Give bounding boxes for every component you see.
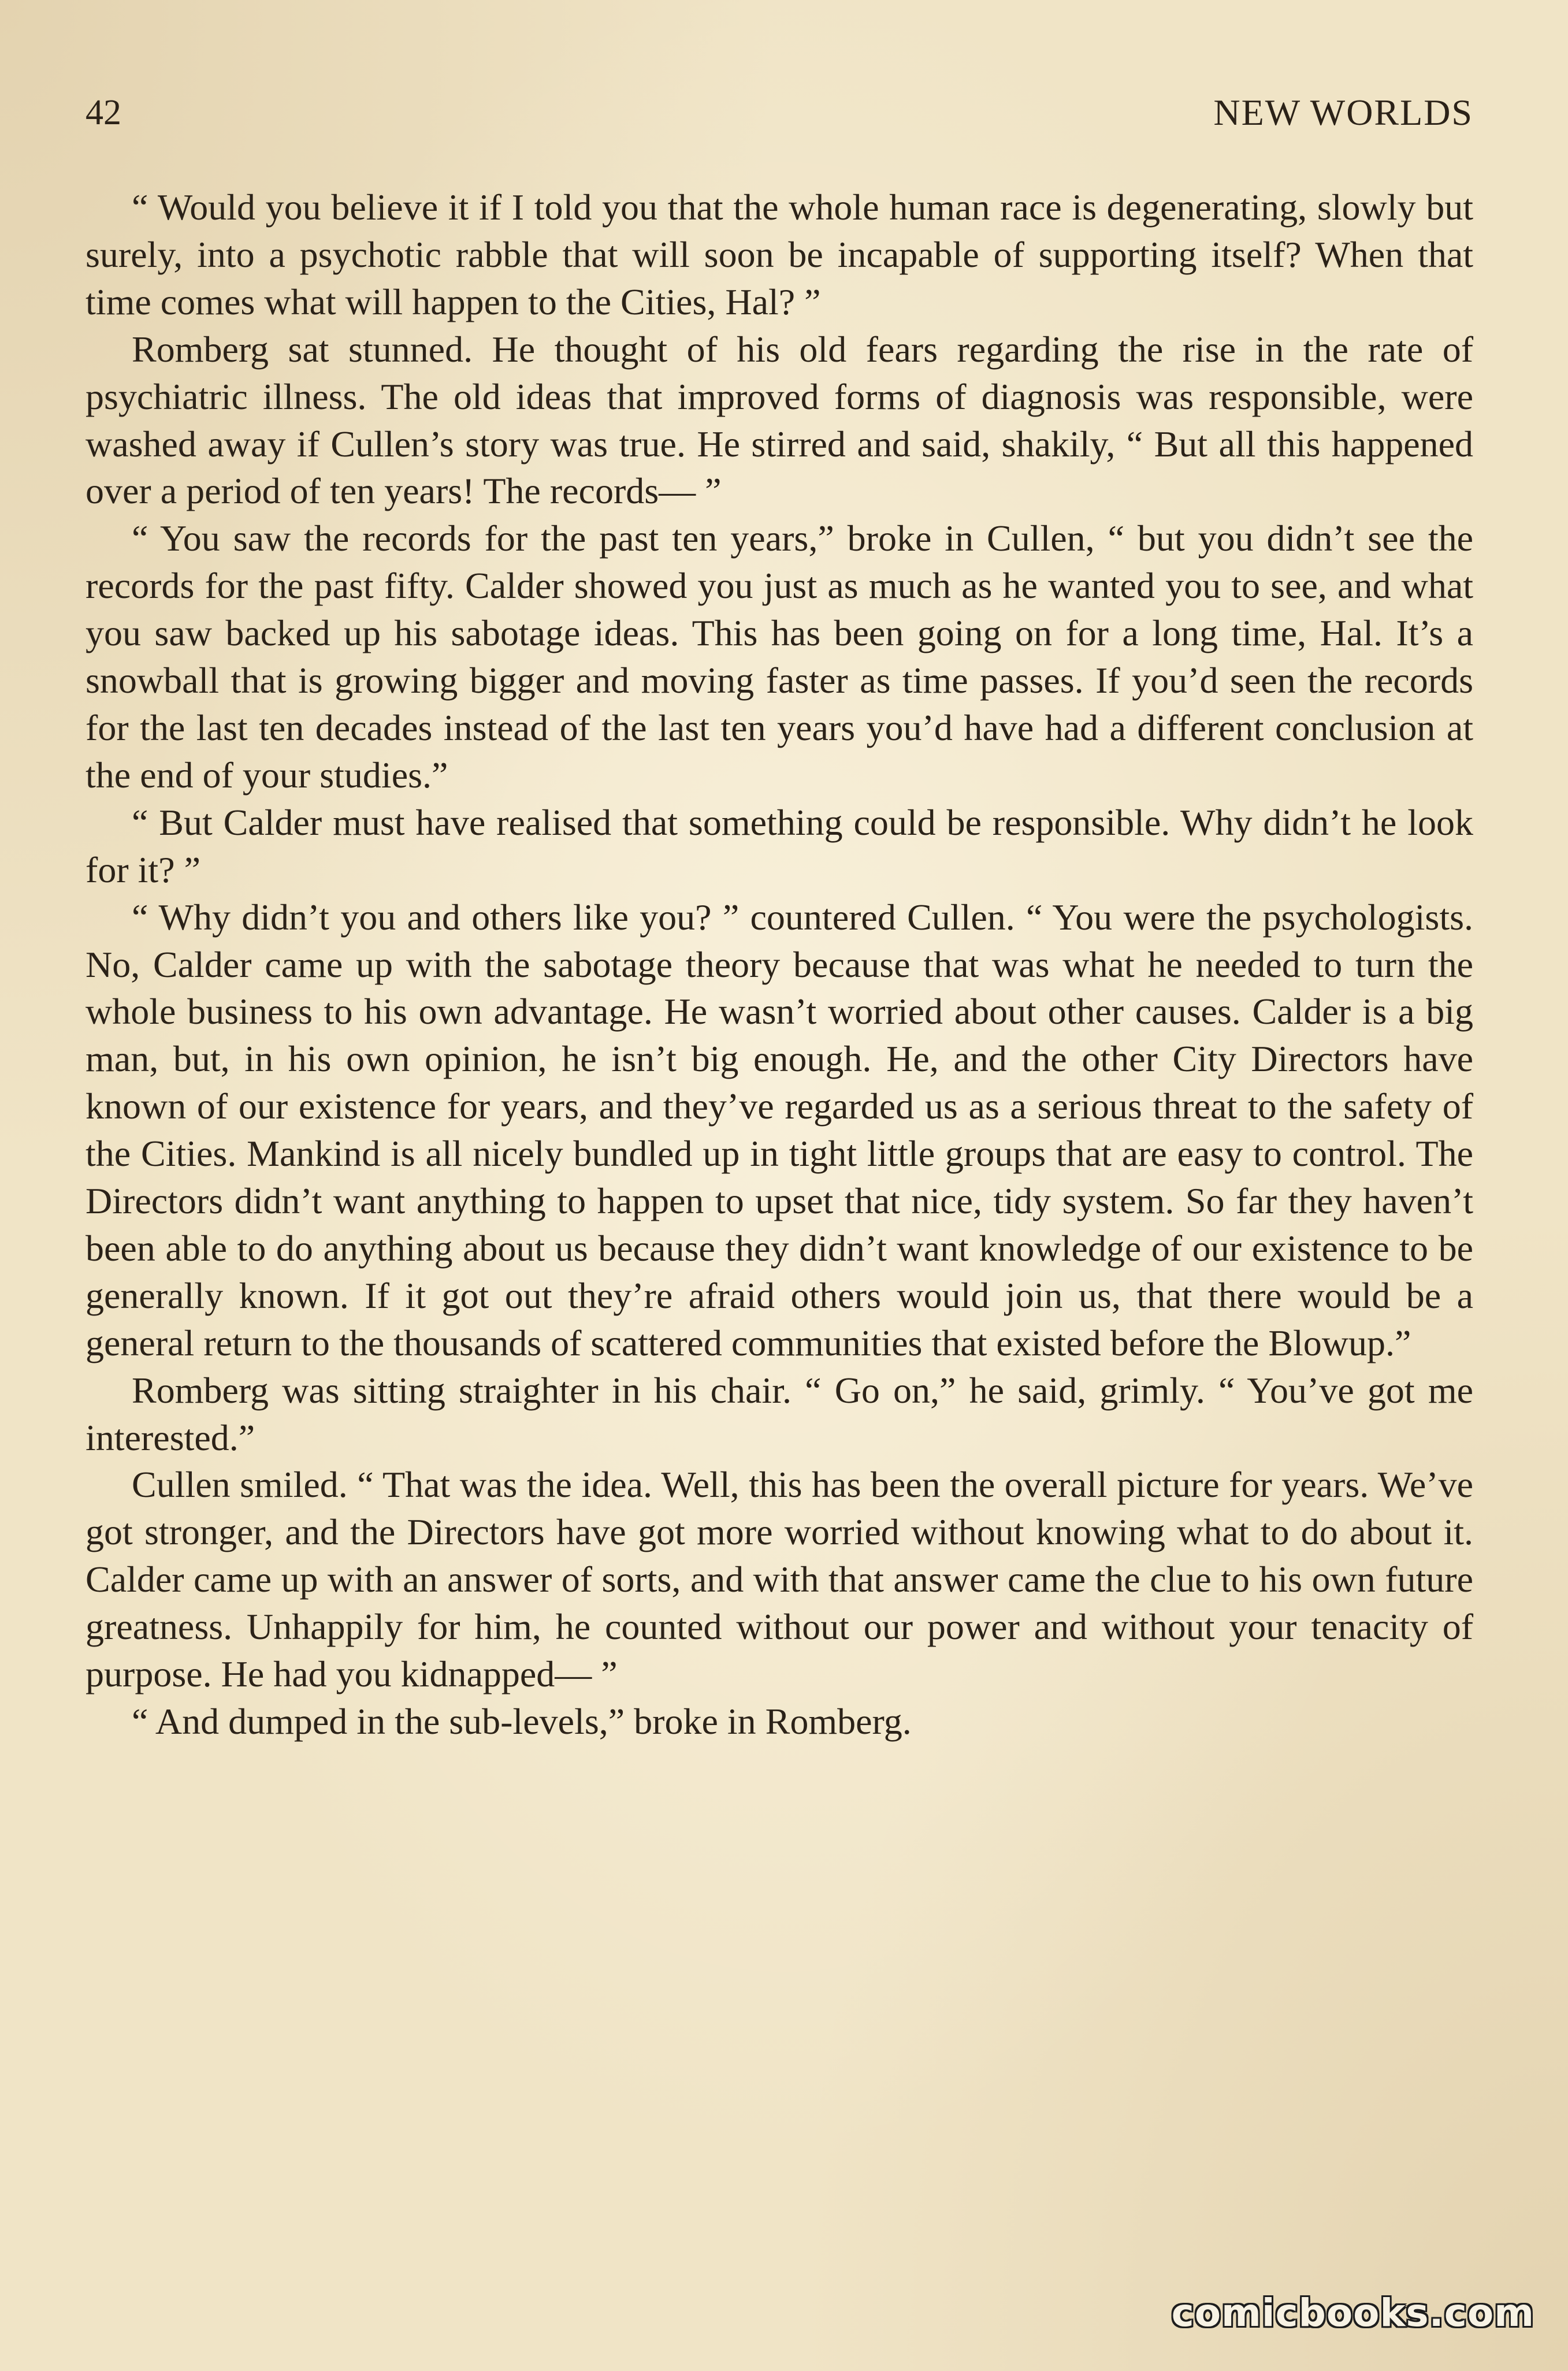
body-text [86, 184, 1473, 1745]
paragraph: “ Would you believe it if I told you that the whole human race is degenerating, slowly but surely, into a psychotic rabble that will soon be incapable of supporting itself? When that time comes what will happen to the Cities, Hal? ” [86, 187, 1473, 322]
paragraph: “ But Calder must have realised that something could be responsible. Why didn’t he look for it? ” [86, 801, 1473, 890]
page-number: 42 [86, 93, 121, 132]
paragraph: “ Why didn’t you and others like you? ” countered Cullen. “ You were the psychologists. No, Calder came up with the sabotage theory because that was what he needed to turn the whole business to his own advantage. He wasn’t worried about other causes. Calder is a big man, but, in his own opinion, he isn’t big enough. He, and the other City Directors have known of our existence for years, and they’ve regarded us as a serious threat to the safety of the Cities. Mankind is all nicely bundled up in tight little groups that are easy to control. The Directors didn’t want anything to happen to upset that nice, tidy system. So far they haven’t been able to do anything about us because they didn’t want knowledge of our existence to be generally known. If it got out they’re afraid others would join us, that there would be a general return to the thousands of scattered communities that existed before the Blowup.” [86, 896, 1473, 1363]
paragraph: Romberg was sitting straighter in his chair. “ Go on,” he said, grimly. “ You’ve got me interested.” [86, 1369, 1473, 1458]
running-title: NEW WORLDS [1213, 92, 1473, 133]
paragraph: Cullen smiled. “ That was the idea. Well, this has been the overall picture for years. We’ve got stronger, and the Directors have got more worried without knowing what to do about it. Calder came up with an answer of sorts, and with that answer came the clue to his own future greatness. Unhappily for him, he counted without our power and without your tenacity of purpose. He had you kidnapped— ” [86, 1464, 1473, 1695]
watermark: comicbooks.com [1171, 2291, 1534, 2335]
paragraph: “ You saw the records for the past ten years,” broke in Cullen, “ but you didn’t see the records for the past fifty. Calder showed you just as much as he wanted you to see, and what you saw backed up his sabotage ideas. This has been going on for a long time, Hal. It’s a snowball that is growing bigger and moving faster as time passes. If you’d seen the records for the last ten decades instead of the last ten years you’d have had a different conclusion at the end of your studies.” [86, 518, 1473, 796]
paragraph: “ And dumped in the sub-levels,” broke in Romberg. [132, 1701, 912, 1742]
paragraph: Romberg sat stunned. He thought of his old fears regarding the rise in the rate of psychiatric illness. The old ideas that improved forms of diagnosis was responsible, were washed away if Cullen’s story was true. He stirred and said, shakily, “ But all this happened over a period of ten years! The records— ” [86, 328, 1473, 512]
page-header [86, 87, 1473, 139]
